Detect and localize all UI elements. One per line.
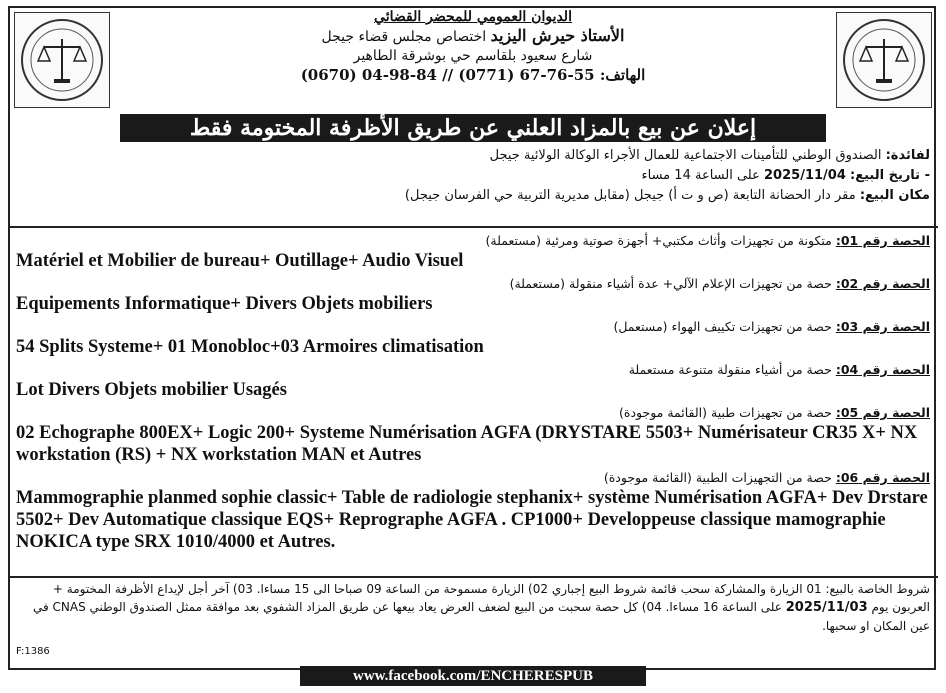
bailiff-jurisdiction: اختصاص مجلس قضاء جيجل xyxy=(321,29,487,45)
lot-description-fr: 54 Splits Systeme+ 01 Monobloc+03 Armoires climatisation xyxy=(16,337,484,357)
lot-description-fr: Equipements Informatique+ Divers Objets mobiliers xyxy=(16,294,433,314)
sale-info xyxy=(16,146,930,206)
sale-place-label: مكان البيع: xyxy=(859,188,930,203)
lot-description-fr: Lot Divers Objets mobilier Usagés xyxy=(16,380,287,400)
scales-of-justice-icon xyxy=(841,17,927,103)
terms-text: آخر أجل لإيداع الأظرفة المختومة + العربون يوم xyxy=(52,582,930,614)
sale-time: على الساعة 14 مساء xyxy=(641,168,760,183)
bailiff-seal-right xyxy=(836,12,932,108)
lot-number: الحصة رقم 06: xyxy=(835,470,930,485)
scales-of-justice-icon xyxy=(19,17,105,103)
lot-number: الحصة رقم 01: xyxy=(835,233,930,248)
deposit-deadline: 2025/11/03 xyxy=(785,600,868,615)
sale-date-line xyxy=(16,166,930,186)
lot-description-ar: حصة من تجهيزات طبية (القائمة موجودة) xyxy=(619,405,832,420)
lot-description-ar: متكونة من تجهيزات وأثاث مكتبي+ أجهزة صوتية ومرئية (مستعملة) xyxy=(485,233,832,248)
phone-line xyxy=(120,65,826,85)
lot-description-fr: 02 Echographe 800EX+ Logic 200+ Systeme Numérisation AGFA (DRYSTARE 5503+ Numérisateur CR35 X+ NX workstation (RS) + NX workstation MAN et Autres xyxy=(16,423,918,465)
lot-item xyxy=(16,318,930,358)
reference-code: F:1386 xyxy=(16,646,50,657)
phone-label: الهاتف: xyxy=(599,66,646,84)
lot-item xyxy=(16,275,930,315)
sale-place-line xyxy=(16,186,930,206)
lots-list xyxy=(16,232,930,556)
beneficiary-label: لفائدة: xyxy=(885,148,930,163)
footer-url[interactable]: www.facebook.com/ENCHERESPUB xyxy=(300,666,646,686)
bailiff-seal-left xyxy=(14,12,110,108)
lot-number: الحصة رقم 02: xyxy=(835,276,930,291)
bailiff-name: الأستاذ حيرش اليزيد xyxy=(490,26,625,45)
lot-item xyxy=(16,404,930,466)
lot-description-fr: Matériel et Mobilier de bureau+ Outillage+ Audio Visuel xyxy=(16,251,464,271)
lot-item xyxy=(16,361,930,401)
terms-text: على الساعة 16 مساءا. 04) كل حصة سحبت من البيع لضعف العرض يعاد xyxy=(418,600,782,614)
lot-description-ar: حصة من تجهيزات تكييف الهواء (مستعمل) xyxy=(613,319,832,334)
lot-number: الحصة رقم 03: xyxy=(835,319,930,334)
beneficiary: الصندوق الوطني للتأمينات الاجتماعية للعمال الأجراء الوكالة الولائية جيجل xyxy=(489,148,882,163)
office-address: شارع سعيود بلقاسم حي بوشرقة الطاهير xyxy=(353,48,593,64)
lot-item xyxy=(16,232,930,272)
lot-description-ar: حصة من أشياء منقولة متنوعة مستعملة xyxy=(628,362,832,377)
bailiff-line xyxy=(120,26,826,47)
sale-date: 2025/11/04 xyxy=(764,168,846,183)
sale-terms xyxy=(16,580,930,635)
lot-description-fr: Mammographie planmed sophie classic+ Table de radiologie stephanix+ système Numérisation AGFA+ Dev Drstare 5502+ Dev Automatique classique EQS+ Reprographe AGFA . CP1000+ Developpeuse classique mamographie NOKICA type SRX 1010/4000 et Autres. xyxy=(16,488,928,552)
notice-title: إعلان عن بيع بالمزاد العلني عن طريق الأظرفة المختومة فقط xyxy=(120,114,826,142)
section-divider xyxy=(8,576,938,578)
office-name: الديوان العمومي للمحضر القضائي xyxy=(374,9,572,25)
terms-label: شروط الخاصة بالبيع: xyxy=(825,582,930,596)
lot-item xyxy=(16,469,930,553)
beneficiary-line xyxy=(16,146,930,166)
lot-number: الحصة رقم 05: xyxy=(835,405,930,420)
terms-text: 01 الزيارة والمشاركة سحب قائمة شروط البيع إجباري 02) الزيارة مسموحة من الساعة 09 صباحا الى 15 مساءا. 03) xyxy=(232,582,822,596)
lot-description-ar: حصة من تجهيزات الإعلام الآلي+ عدة أشياء منقولة (مستعملة) xyxy=(509,276,832,291)
sale-date-label: - تاريخ البيع: xyxy=(850,168,930,183)
notice-header xyxy=(120,8,826,85)
terms-text: بيعها عن طريق المزاد الشفوي بعد موافقة ممثل الصندوق الوطني CNAS في عين المكان او سحبها. xyxy=(32,600,930,633)
lot-description-ar: حصة من التجهيزات الطبية (القائمة موجودة) xyxy=(603,470,832,485)
phone-numbers: (0670) 04-98-84 // (0771) 67-76-55 xyxy=(300,66,595,84)
section-divider xyxy=(8,226,938,228)
lot-number: الحصة رقم 04: xyxy=(835,362,930,377)
sale-place: مقر دار الحضانة التابعة (ص و ت أ) جيجل (مقابل مديرية التربية حي الفرسان جيجل) xyxy=(404,188,856,203)
